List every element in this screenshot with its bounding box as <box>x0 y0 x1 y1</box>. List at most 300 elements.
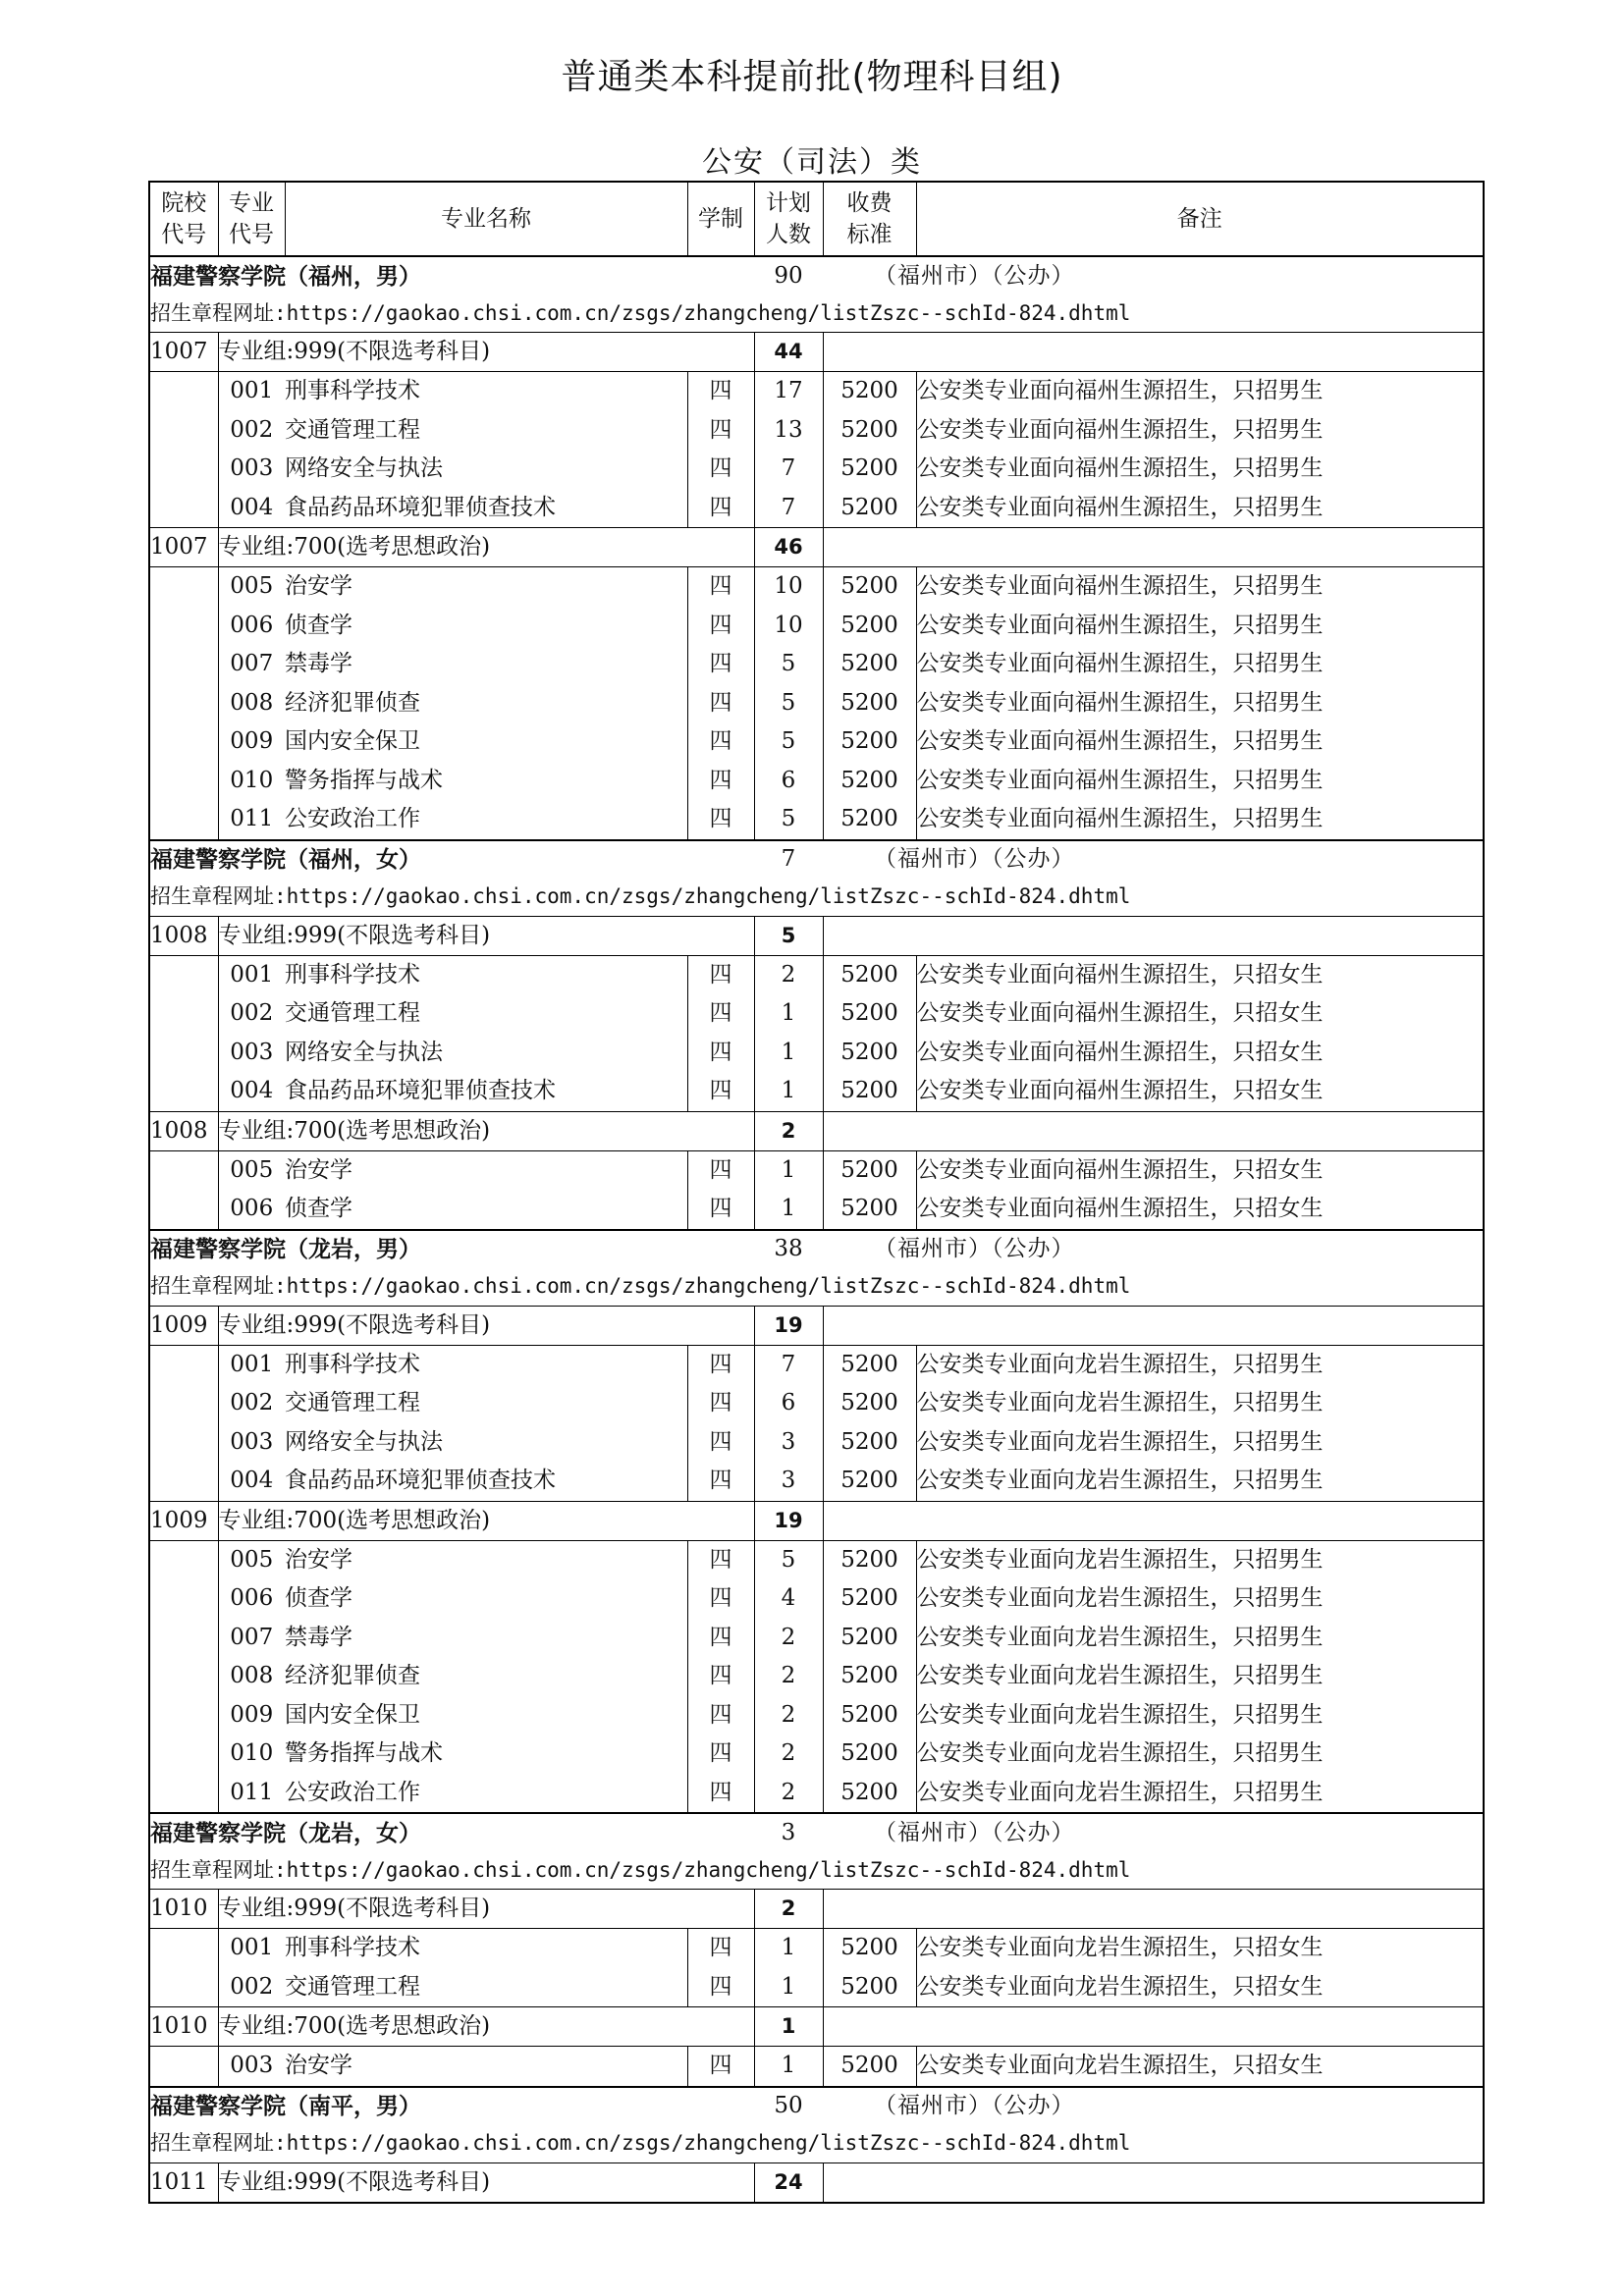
major-duration: 四 <box>687 567 754 607</box>
major-school-code-cell <box>149 1462 218 1501</box>
group-empty-cell <box>823 1111 1484 1150</box>
major-duration: 四 <box>687 1735 754 1774</box>
major-group-row <box>149 2007 1484 2047</box>
major-row <box>149 411 1484 451</box>
major-row <box>149 567 1484 607</box>
school-location-text: （福州市）（公办） <box>874 1819 1075 1845</box>
major-fee: 5200 <box>823 1774 916 1814</box>
school-location <box>823 1813 1484 1851</box>
major-school-code-cell <box>149 1034 218 1073</box>
major-code: 001 <box>230 1351 274 1377</box>
major-plan: 5 <box>754 722 823 762</box>
major-note: 公安类专业面向福州生源招生，只招男生 <box>916 416 1324 443</box>
major-code: 008 <box>230 1663 274 1689</box>
school-location-text: （福州市）（公办） <box>874 262 1075 289</box>
major-note: 公安类专业面向龙岩生源招生，只招男生 <box>916 1351 1324 1377</box>
group-school-code: 1008 <box>149 1111 218 1150</box>
major-plan: 5 <box>754 684 823 723</box>
major-duration: 四 <box>687 1929 754 1968</box>
major-code: 009 <box>230 728 274 755</box>
major-plan: 10 <box>754 607 823 646</box>
major-row <box>149 645 1484 684</box>
group-school-code: 1010 <box>149 2007 218 2047</box>
school-location <box>823 840 1484 879</box>
major-fee: 5200 <box>823 1190 916 1230</box>
major-code: 009 <box>230 1701 274 1728</box>
group-school-code: 1010 <box>149 1890 218 1929</box>
table-body <box>149 256 1484 2203</box>
major-plan: 17 <box>754 372 823 411</box>
major-name: 网络安全与执法 <box>285 1423 687 1463</box>
major-fee: 5200 <box>823 1072 916 1111</box>
major-code: 004 <box>230 1078 274 1104</box>
group-empty-cell <box>823 1306 1484 1345</box>
major-duration: 四 <box>687 762 754 801</box>
major-fee: 5200 <box>823 1735 916 1774</box>
group-school-code: 1007 <box>149 333 218 372</box>
table-header-row <box>149 182 1484 256</box>
major-group-row <box>149 1501 1484 1540</box>
major-fee: 5200 <box>823 1657 916 1696</box>
major-name: 警务指挥与战术 <box>285 1735 687 1774</box>
major-fee: 5200 <box>823 607 916 646</box>
major-fee: 5200 <box>823 955 916 994</box>
major-fee: 5200 <box>823 1619 916 1658</box>
group-label: 专业组:700(选考思想政治) <box>218 1111 754 1150</box>
school-row <box>149 1813 1484 1851</box>
major-row <box>149 722 1484 762</box>
group-plan: 44 <box>754 333 823 372</box>
major-plan: 1 <box>754 1034 823 1073</box>
major-plan: 2 <box>754 1774 823 1814</box>
major-row <box>149 1423 1484 1463</box>
major-duration: 四 <box>687 1190 754 1230</box>
major-row <box>149 1190 1484 1230</box>
major-name: 侦查学 <box>285 1190 687 1230</box>
major-school-code-cell <box>149 1540 218 1579</box>
major-code: 007 <box>230 1624 274 1650</box>
group-plan: 1 <box>754 2007 823 2047</box>
admission-plan-table <box>148 181 1485 2204</box>
major-note: 公安类专业面向福州生源招生，只招女生 <box>916 1039 1324 1065</box>
major-duration: 四 <box>687 1150 754 1190</box>
major-code: 002 <box>230 1000 274 1027</box>
major-code: 003 <box>230 1428 274 1455</box>
major-school-code-cell <box>149 450 218 489</box>
major-code: 002 <box>230 416 274 443</box>
group-label: 专业组:999(不限选考科目) <box>218 2163 754 2203</box>
major-fee: 5200 <box>823 1579 916 1619</box>
major-row <box>149 372 1484 411</box>
major-school-code-cell <box>149 1190 218 1230</box>
school-name: 福建警察学院（龙岩，男） <box>149 1230 754 1268</box>
major-duration: 四 <box>687 1968 754 2007</box>
major-code: 004 <box>230 494 274 520</box>
major-school-code-cell <box>149 722 218 762</box>
school-row <box>149 2087 1484 2125</box>
major-fee: 5200 <box>823 411 916 451</box>
group-plan: 2 <box>754 1111 823 1150</box>
major-duration: 四 <box>687 1579 754 1619</box>
major-duration: 四 <box>687 1774 754 1814</box>
major-row <box>149 1735 1484 1774</box>
major-school-code-cell <box>149 1072 218 1111</box>
major-row <box>149 1657 1484 1696</box>
group-plan: 19 <box>754 1306 823 1345</box>
major-duration: 四 <box>687 645 754 684</box>
major-fee: 5200 <box>823 1034 916 1073</box>
charter-url-row <box>149 1851 1484 1890</box>
major-fee: 5200 <box>823 1540 916 1579</box>
major-code: 004 <box>230 1468 274 1494</box>
major-plan: 2 <box>754 1696 823 1735</box>
group-school-code: 1011 <box>149 2163 218 2203</box>
school-name: 福建警察学院（福州，男） <box>149 256 754 294</box>
header-major-code: 专业代号 <box>218 182 285 256</box>
major-row <box>149 1384 1484 1423</box>
group-label: 专业组:700(选考思想政治) <box>218 2007 754 2047</box>
major-note: 公安类专业面向福州生源招生，只招男生 <box>916 378 1324 404</box>
header-major-name: 专业名称 <box>285 182 687 256</box>
group-plan: 24 <box>754 2163 823 2203</box>
charter-url-row <box>149 294 1484 333</box>
major-group-row <box>149 528 1484 567</box>
school-row <box>149 840 1484 879</box>
major-school-code-cell <box>149 645 218 684</box>
major-code: 002 <box>230 1390 274 1416</box>
school-row <box>149 256 1484 294</box>
major-name: 刑事科学技术 <box>285 955 687 994</box>
school-name: 福建警察学院（福州，女） <box>149 840 754 879</box>
major-plan: 1 <box>754 994 823 1034</box>
major-fee: 5200 <box>823 1423 916 1463</box>
group-empty-cell <box>823 1501 1484 1540</box>
major-duration: 四 <box>687 1540 754 1579</box>
major-row <box>149 489 1484 528</box>
major-code: 001 <box>230 1935 274 1961</box>
major-fee: 5200 <box>823 1696 916 1735</box>
major-fee: 5200 <box>823 1929 916 1968</box>
major-code: 003 <box>230 2053 274 2079</box>
charter-url: 招生章程网址:https://gaokao.chsi.com.cn/zsgs/zhangcheng/listZszc--schId-824.dhtml <box>150 300 1131 325</box>
major-group-row <box>149 1306 1484 1345</box>
major-duration: 四 <box>687 1345 754 1384</box>
major-note: 公安类专业面向福州生源招生，只招男生 <box>916 494 1324 520</box>
group-empty-cell <box>823 2163 1484 2203</box>
major-row <box>149 607 1484 646</box>
major-note: 公安类专业面向福州生源招生，只招男生 <box>916 689 1324 716</box>
charter-url: 招生章程网址:https://gaokao.chsi.com.cn/zsgs/zhangcheng/listZszc--schId-824.dhtml <box>150 884 1131 908</box>
major-row <box>149 762 1484 801</box>
major-name: 食品药品环境犯罪侦查技术 <box>285 1072 687 1111</box>
major-plan: 2 <box>754 1735 823 1774</box>
major-row <box>149 1540 1484 1579</box>
major-code: 005 <box>230 1546 274 1573</box>
major-code: 001 <box>230 378 274 404</box>
major-plan: 2 <box>754 1657 823 1696</box>
major-name: 国内安全保卫 <box>285 722 687 762</box>
major-row <box>149 800 1484 840</box>
group-label: 专业组:999(不限选考科目) <box>218 1306 754 1345</box>
group-plan: 5 <box>754 916 823 955</box>
group-label: 专业组:999(不限选考科目) <box>218 333 754 372</box>
major-fee: 5200 <box>823 1384 916 1423</box>
group-school-code: 1008 <box>149 916 218 955</box>
group-label: 专业组:999(不限选考科目) <box>218 1890 754 1929</box>
major-school-code-cell <box>149 372 218 411</box>
major-plan: 1 <box>754 1968 823 2007</box>
major-fee: 5200 <box>823 1345 916 1384</box>
charter-url: 招生章程网址:https://gaokao.chsi.com.cn/zsgs/zhangcheng/listZszc--schId-824.dhtml <box>150 1274 1131 1298</box>
charter-url-row <box>149 2125 1484 2163</box>
major-name: 治安学 <box>285 567 687 607</box>
header-duration: 学制 <box>687 182 754 256</box>
major-note: 公安类专业面向龙岩生源招生，只招男生 <box>916 1701 1324 1728</box>
major-plan: 1 <box>754 1929 823 1968</box>
header-school-code: 院校代号 <box>149 182 218 256</box>
major-name: 刑事科学技术 <box>285 1345 687 1384</box>
major-plan: 10 <box>754 567 823 607</box>
major-name: 侦查学 <box>285 607 687 646</box>
group-school-code: 1009 <box>149 1501 218 1540</box>
major-plan: 5 <box>754 1540 823 1579</box>
major-plan: 3 <box>754 1423 823 1463</box>
major-school-code-cell <box>149 2047 218 2087</box>
major-group-row <box>149 916 1484 955</box>
major-duration: 四 <box>687 1462 754 1501</box>
school-location <box>823 2087 1484 2125</box>
major-fee: 5200 <box>823 1150 916 1190</box>
major-code: 010 <box>230 767 274 793</box>
group-empty-cell <box>823 1890 1484 1929</box>
major-duration: 四 <box>687 372 754 411</box>
major-fee: 5200 <box>823 645 916 684</box>
major-code: 002 <box>230 1973 274 2000</box>
major-duration: 四 <box>687 994 754 1034</box>
group-label: 专业组:999(不限选考科目) <box>218 916 754 955</box>
major-note: 公安类专业面向龙岩生源招生，只招女生 <box>916 2053 1324 2079</box>
major-duration: 四 <box>687 450 754 489</box>
major-row <box>149 2047 1484 2087</box>
major-plan: 6 <box>754 762 823 801</box>
major-school-code-cell <box>149 684 218 723</box>
major-school-code-cell <box>149 1696 218 1735</box>
major-code: 006 <box>230 1196 274 1222</box>
major-note: 公安类专业面向福州生源招生，只招男生 <box>916 767 1324 793</box>
school-plan: 7 <box>754 840 823 879</box>
major-name: 刑事科学技术 <box>285 1929 687 1968</box>
major-row <box>149 1968 1484 2007</box>
major-duration: 四 <box>687 1384 754 1423</box>
major-plan: 1 <box>754 1190 823 1230</box>
major-name: 食品药品环境犯罪侦查技术 <box>285 489 687 528</box>
major-note: 公安类专业面向龙岩生源招生，只招男生 <box>916 1428 1324 1455</box>
major-row <box>149 1345 1484 1384</box>
major-note: 公安类专业面向福州生源招生，只招女生 <box>916 961 1324 988</box>
major-plan: 7 <box>754 1345 823 1384</box>
major-group-row <box>149 2163 1484 2203</box>
major-row <box>149 1150 1484 1190</box>
major-name: 禁毒学 <box>285 645 687 684</box>
major-group-row <box>149 333 1484 372</box>
major-plan: 13 <box>754 411 823 451</box>
major-note: 公安类专业面向龙岩生源招生，只招男生 <box>916 1468 1324 1494</box>
school-location-text: （福州市）（公办） <box>874 846 1075 872</box>
major-school-code-cell <box>149 762 218 801</box>
major-plan: 7 <box>754 489 823 528</box>
major-name: 经济犯罪侦查 <box>285 684 687 723</box>
major-name: 禁毒学 <box>285 1619 687 1658</box>
group-label: 专业组:700(选考思想政治) <box>218 528 754 567</box>
major-row <box>149 1696 1484 1735</box>
major-note: 公安类专业面向福州生源招生，只招男生 <box>916 573 1324 600</box>
major-school-code-cell <box>149 1345 218 1384</box>
major-row <box>149 1774 1484 1814</box>
major-plan: 1 <box>754 1150 823 1190</box>
major-note: 公安类专业面向龙岩生源招生，只招女生 <box>916 1973 1324 2000</box>
major-plan: 4 <box>754 1579 823 1619</box>
major-code: 006 <box>230 1585 274 1612</box>
major-duration: 四 <box>687 489 754 528</box>
major-note: 公安类专业面向福州生源招生，只招男生 <box>916 651 1324 677</box>
major-name: 经济犯罪侦查 <box>285 1657 687 1696</box>
major-school-code-cell <box>149 411 218 451</box>
major-school-code-cell <box>149 1929 218 1968</box>
page-title: 普通类本科提前批(物理科目组) <box>561 57 1063 97</box>
major-duration: 四 <box>687 1657 754 1696</box>
major-plan: 6 <box>754 1384 823 1423</box>
major-duration: 四 <box>687 1072 754 1111</box>
major-note: 公安类专业面向福州生源招生，只招女生 <box>916 1078 1324 1104</box>
major-duration: 四 <box>687 800 754 840</box>
school-plan: 90 <box>754 256 823 294</box>
major-plan: 5 <box>754 645 823 684</box>
school-location <box>823 1230 1484 1268</box>
major-name: 治安学 <box>285 1150 687 1190</box>
major-row <box>149 994 1484 1034</box>
major-fee: 5200 <box>823 684 916 723</box>
major-note: 公安类专业面向福州生源招生，只招男生 <box>916 728 1324 755</box>
charter-url: 招生章程网址:https://gaokao.chsi.com.cn/zsgs/zhangcheng/listZszc--schId-824.dhtml <box>150 1857 1131 1882</box>
major-fee: 5200 <box>823 450 916 489</box>
major-school-code-cell <box>149 1735 218 1774</box>
major-name: 公安政治工作 <box>285 800 687 840</box>
major-plan: 2 <box>754 955 823 994</box>
school-location-text: （福州市）（公办） <box>874 1236 1075 1261</box>
group-empty-cell <box>823 2007 1484 2047</box>
major-plan: 7 <box>754 450 823 489</box>
major-fee: 5200 <box>823 762 916 801</box>
charter-url: 招生章程网址:https://gaokao.chsi.com.cn/zsgs/zhangcheng/listZszc--schId-824.dhtml <box>150 2131 1131 2155</box>
group-empty-cell <box>823 916 1484 955</box>
major-fee: 5200 <box>823 994 916 1034</box>
major-note: 公安类专业面向龙岩生源招生，只招女生 <box>916 1935 1324 1961</box>
major-fee: 5200 <box>823 489 916 528</box>
major-note: 公安类专业面向福州生源招生，只招女生 <box>916 1000 1324 1027</box>
major-row <box>149 955 1484 994</box>
major-note: 公安类专业面向龙岩生源招生，只招男生 <box>916 1585 1324 1612</box>
major-name: 交通管理工程 <box>285 411 687 451</box>
major-duration: 四 <box>687 607 754 646</box>
major-school-code-cell <box>149 1619 218 1658</box>
major-school-code-cell <box>149 607 218 646</box>
major-note: 公安类专业面向福州生源招生，只招男生 <box>916 455 1324 482</box>
major-row <box>149 1072 1484 1111</box>
major-fee: 5200 <box>823 1462 916 1501</box>
major-code: 005 <box>230 1156 274 1183</box>
major-duration: 四 <box>687 1696 754 1735</box>
major-code: 007 <box>230 651 274 677</box>
school-plan: 38 <box>754 1230 823 1268</box>
major-school-code-cell <box>149 1423 218 1463</box>
major-fee: 5200 <box>823 567 916 607</box>
charter-url-row <box>149 1268 1484 1307</box>
major-school-code-cell <box>149 800 218 840</box>
major-note: 公安类专业面向龙岩生源招生，只招男生 <box>916 1624 1324 1650</box>
group-plan: 19 <box>754 1501 823 1540</box>
major-note: 公安类专业面向龙岩生源招生，只招男生 <box>916 1779 1324 1805</box>
group-empty-cell <box>823 333 1484 372</box>
major-row <box>149 1619 1484 1658</box>
group-empty-cell <box>823 528 1484 567</box>
major-row <box>149 684 1484 723</box>
major-name: 侦查学 <box>285 1579 687 1619</box>
major-code: 011 <box>230 806 274 832</box>
major-row <box>149 1579 1484 1619</box>
major-school-code-cell <box>149 1774 218 1814</box>
major-school-code-cell <box>149 1150 218 1190</box>
major-name: 治安学 <box>285 1540 687 1579</box>
major-note: 公安类专业面向福州生源招生，只招女生 <box>916 1156 1324 1183</box>
major-code: 003 <box>230 455 274 482</box>
major-name: 警务指挥与战术 <box>285 762 687 801</box>
major-code: 010 <box>230 1740 274 1767</box>
major-name: 交通管理工程 <box>285 1968 687 2007</box>
group-school-code: 1009 <box>149 1306 218 1345</box>
major-fee: 5200 <box>823 722 916 762</box>
major-group-row <box>149 1111 1484 1150</box>
major-note: 公安类专业面向福州生源招生，只招男生 <box>916 806 1324 832</box>
group-label: 专业组:700(选考思想政治) <box>218 1501 754 1540</box>
major-school-code-cell <box>149 489 218 528</box>
major-name: 交通管理工程 <box>285 1384 687 1423</box>
major-note: 公安类专业面向龙岩生源招生，只招男生 <box>916 1390 1324 1416</box>
header-plan: 计划人数 <box>754 182 823 256</box>
major-duration: 四 <box>687 1619 754 1658</box>
major-school-code-cell <box>149 567 218 607</box>
major-note: 公安类专业面向福州生源招生，只招女生 <box>916 1196 1324 1222</box>
major-code: 003 <box>230 1039 274 1065</box>
major-group-row <box>149 1890 1484 1929</box>
school-plan: 3 <box>754 1813 823 1851</box>
major-duration: 四 <box>687 1423 754 1463</box>
major-duration: 四 <box>687 684 754 723</box>
major-school-code-cell <box>149 1657 218 1696</box>
major-fee: 5200 <box>823 2047 916 2087</box>
group-plan: 2 <box>754 1890 823 1929</box>
major-note: 公安类专业面向龙岩生源招生，只招男生 <box>916 1663 1324 1689</box>
school-location <box>823 256 1484 294</box>
major-code: 011 <box>230 1779 274 1805</box>
group-school-code: 1007 <box>149 528 218 567</box>
group-plan: 46 <box>754 528 823 567</box>
charter-url-row <box>149 879 1484 917</box>
major-row <box>149 1462 1484 1501</box>
major-row <box>149 1034 1484 1073</box>
major-note: 公安类专业面向龙岩生源招生，只招男生 <box>916 1740 1324 1767</box>
major-name: 治安学 <box>285 2047 687 2087</box>
major-school-code-cell <box>149 955 218 994</box>
